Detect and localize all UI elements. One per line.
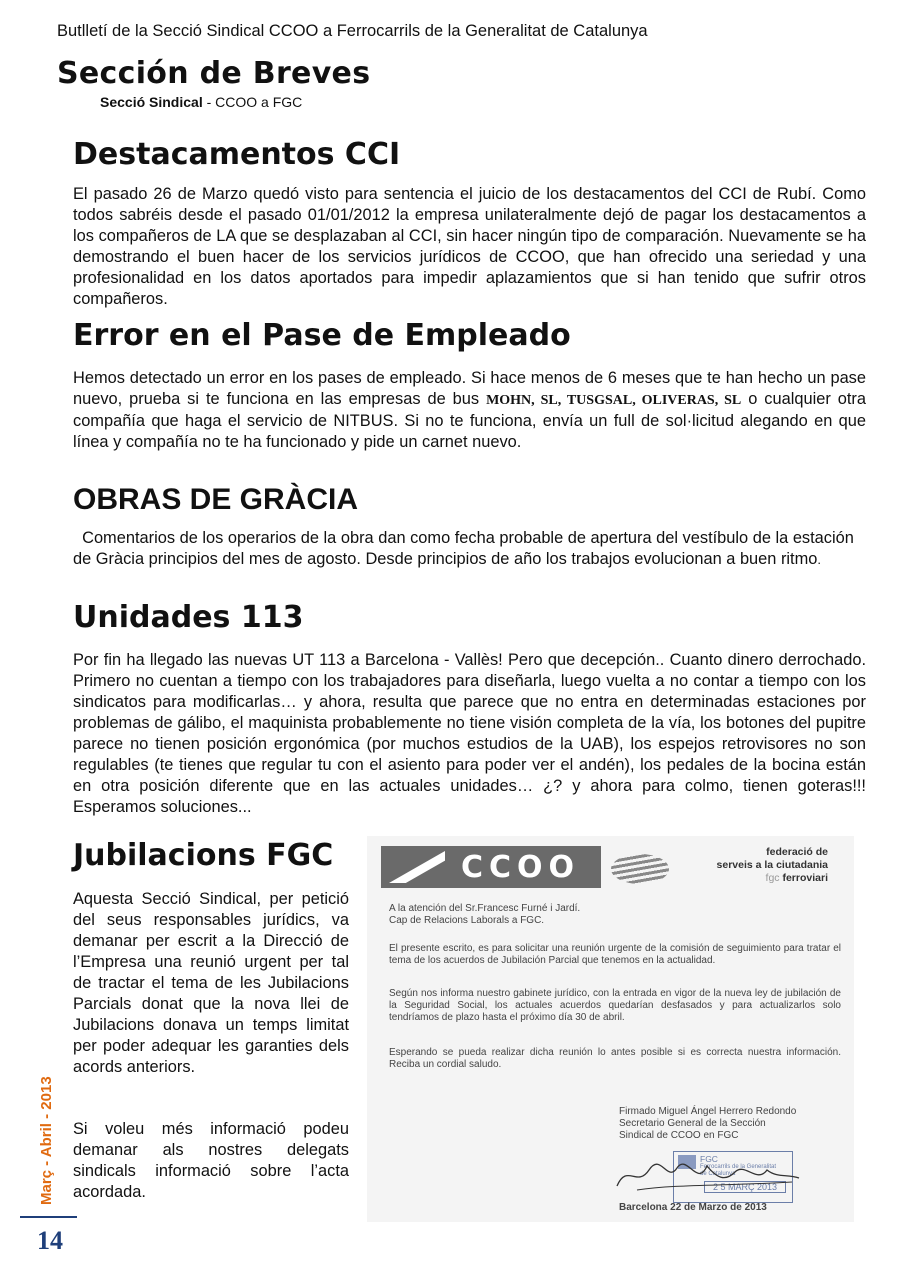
org-line-3	[717, 872, 828, 885]
org-line-1: federació de	[766, 846, 828, 858]
article-body-cci: El pasado 26 de Marzo quedó visto para sentencia el juicio de los destacamentos del CCI de Rubí. Como todos sabréis desde el pasado 01/01/2012 la empresa unilateralmente dejó de pagar los destacamentos a los compañeros de LA que se desplazaban al CCI, sin hacer ningún tipo de comparación. Nuevamente se ha demostrando el buen hacer de los servicios jurídicos de CCOO, que han ofrecido una seriedad y una profesionalidad en los datos aportados para impedir aplazamientos que si han tenido que sufrir otros compañeros.	[73, 185, 866, 308]
article-body-pase	[73, 368, 866, 453]
addressee-line-1: A la atención del Sr.Francesc Furné i Jardí.	[389, 903, 581, 914]
pase-companies: MOHN, SL, TUSGSAL, OLIVERAS, SL	[486, 393, 742, 408]
letter-para-3: Esperando se pueda realizar dicha reunión lo antes posible si es correcta nuestra información. Reciba un cordial saludo.	[389, 1047, 841, 1070]
addressee-line-2: Cap de Relacions Laborals a FGC.	[389, 915, 545, 926]
signed-line-1: Firmado Miguel Ángel Herrero Redondo	[619, 1106, 797, 1117]
section-subtitle	[100, 94, 302, 110]
pase-text-a: Hemos detectado un error en los pases de empleado. Si hace menos de 6 meses que te han hecho un pase nuevo, prueba si te funciona en las empresas de bus	[73, 369, 866, 408]
letter-addressee	[389, 903, 841, 927]
stamp-sub: Ferrocarrils de la Generalitat de Catalunya	[700, 1164, 777, 1177]
article-body-gracia	[73, 528, 866, 570]
pase-text-b: o cualquier otra compañía que haga el servicio de NITBUS. Si no te funciona, envía un full de sol·licitud alegando en que línea y compañía no te ha funcionado y pide un carnet nuevo.	[73, 390, 866, 451]
gracia-tail: .	[817, 552, 822, 567]
article-body-jubilacions-2: Si voleu més informació podeu demanar als nostres delegats sindicals informació sobre l’acta acordada.	[73, 1120, 349, 1201]
logo-text: CCOO	[461, 850, 581, 885]
stamp-org: FGC	[700, 1154, 718, 1164]
signed-line-2: Secretario General de la Sección	[619, 1118, 766, 1129]
handwritten-signature-icon	[607, 1148, 807, 1198]
letter-place-date: Barcelona 22 de Marzo de 2013	[619, 1202, 767, 1213]
section-subtitle-rest: - CCOO a FGC	[202, 94, 303, 110]
signed-line-3: Sindical de CCOO en FGC	[619, 1130, 739, 1141]
footer-rule	[20, 1216, 77, 1218]
issue-label: Març - Abril - 2013	[38, 1076, 55, 1205]
section-subtitle-bold: Secció Sindical	[100, 94, 203, 110]
article-body-jubilacions-1: Aquesta Secció Sindical, per petició del seus responsables jurídics, va demanar per escrit a la Direcció de l’Empresa una reunió urgent per tal de tractar el tema de les Jubilacions Parcials donat que la nova llei de Jubilacions donava un temps limitat per poder adequar les garanties dels acords anteriors.	[73, 890, 349, 1076]
letter-para-1: El presente escrito, es para solicitar una reunión urgente de la comisión de seguimiento para tratar el tema de los acuerdos de Jubilación Parcial que tenemos en la actualidad.	[389, 943, 841, 966]
letter-org	[717, 846, 828, 885]
org-ferroviari: ferroviari	[782, 872, 828, 884]
stamp-date: 2 5 MARÇ 2013	[704, 1181, 786, 1193]
page-number: 14	[37, 1226, 63, 1255]
section-title: Sección de Breves	[57, 56, 371, 91]
org-fgc: fgc	[765, 872, 780, 884]
logo-diagonal-shape	[389, 851, 445, 883]
article-body-unidades: Por fin ha llegado las nuevas UT 113 a Barcelona - Vallès! Pero que decepción.. Cuanto dinero derrochado. Primero no cuentan a tiempo con los trabajadores para diseñarla, luego vuelta a no contar a tiempo con los sindicatos para modificarlas… y ahora, resulta que parece que no entra en determinadas estaciones por problemas de gálibo, el maquinista probablemente no tiene visión completa de la vía, los botones del pupitre parece no tienen posición ergonómica (por muchos estudios de la UAB), los espejos retrovisores no son regulables (te tienes que regular tu con el asiento para poder ver el andén), los pedales de la bocina están en otra posición diferente que en las actuales unidades… ¿? y ahora para colmo, tienen goteras!!! Esperamos soluciones...	[73, 651, 866, 816]
ccoo-logo	[381, 846, 601, 888]
letter-signature-block	[619, 1106, 796, 1142]
article-title-pase: Error en el Pase de Empleado	[73, 318, 571, 353]
article-title-cci: Destacamentos CCI	[73, 137, 401, 172]
gracia-text: Comentarios de los operarios de la obra dan como fecha probable de apertura del vestíbulo de la estación de Gràcia principios del mes de agosto. Desde principios de año los trabajos evolucionan a buen ritmo	[73, 529, 859, 568]
article-title-unidades: Unidades 113	[73, 600, 304, 635]
running-header: Butlletí de la Secció Sindical CCOO a Ferrocarrils de la Generalitat de Catalunya	[57, 22, 648, 40]
logo-stripes-icon	[611, 854, 669, 884]
article-title-jubilacions: Jubilacions FGC	[73, 838, 334, 873]
article-title-gracia: OBRAS DE GRÀCIA	[73, 483, 359, 516]
letter-para-2: Según nos informa nuestro gabinete jurídico, con la entrada en vigor de la nueva ley de jubilación de la Seguridad Social, los actuales acuerdos quedarían desfasados y para actualizarlos solo tendríamos de plazo hasta el próximo día 30 de abril.	[389, 988, 841, 1023]
letter-image	[367, 836, 854, 1222]
org-line-2: serveis a la ciutadania	[716, 859, 828, 871]
